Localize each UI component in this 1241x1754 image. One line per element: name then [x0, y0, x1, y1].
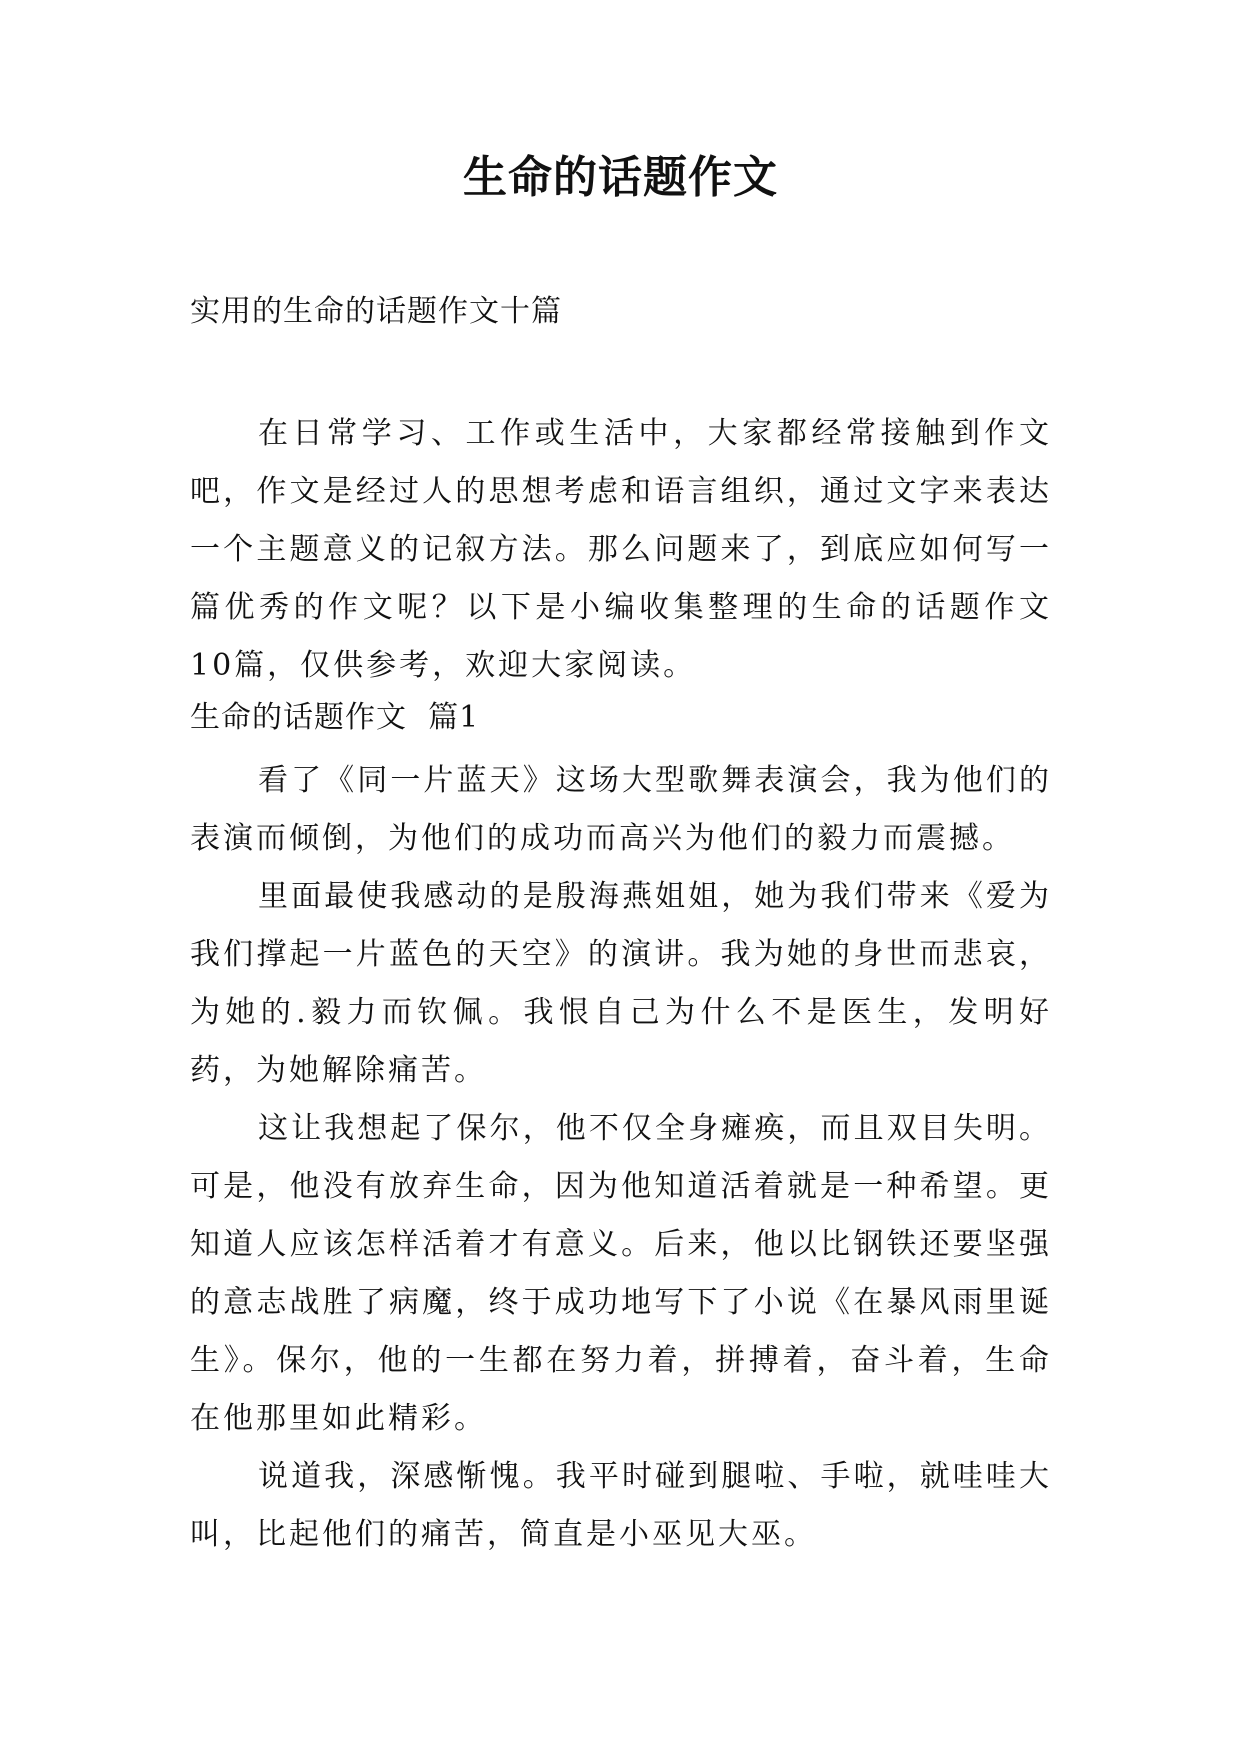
document-title: 生命的话题作文 [463, 152, 778, 203]
body-paragraph-1: 看了《同一片蓝天》这场大型歌舞表演会，我为他们的表演而倾倒，为他们的成功而高兴为他们的毅力而震撼。 [190, 763, 1052, 856]
section-heading: 生命的话题作文 篇1 [190, 700, 480, 735]
document-subtitle: 实用的生命的话题作文十篇 [190, 294, 562, 329]
body-paragraph-4: 说道我，深感惭愧。我平时碰到腿啦、手啦，就哇哇大叫，比起他们的痛苦，简直是小巫见大巫。 [190, 1459, 1052, 1552]
body-paragraph-3: 这让我想起了保尔，他不仅全身瘫痪，而且双目失明。可是，他没有放弃生命，因为他知道活着就是一种希望。更知道人应该怎样活着才有意义。后来，他以比钢铁还要坚强的意志战胜了病魔，终于成功地写下了小说《在暴风雨里诞生》。保尔，他的一生都在努力着，拼搏着，奋斗着，生命在他那里如此精彩。 [190, 1111, 1052, 1436]
body-paragraph-2: 里面最使我感动的是殷海燕姐姐，她为我们带来《爱为我们撑起一片蓝色的天空》的演讲。我为她的身世而悲哀，为她的.毅力而钦佩。我恨自己为什么不是医生，发明好药，为她解除痛苦。 [190, 879, 1052, 1088]
intro-paragraph: 在日常学习、工作或生活中，大家都经常接触到作文吧，作文是经过人的思想考虑和语言组织，通过文字来表达一个主题意义的记叙方法。那么问题来了，到底应如何写一篇优秀的作文呢？以下是小编收集整理的生命的话题作文10篇，仅供参考，欢迎大家阅读。 [190, 416, 1052, 683]
